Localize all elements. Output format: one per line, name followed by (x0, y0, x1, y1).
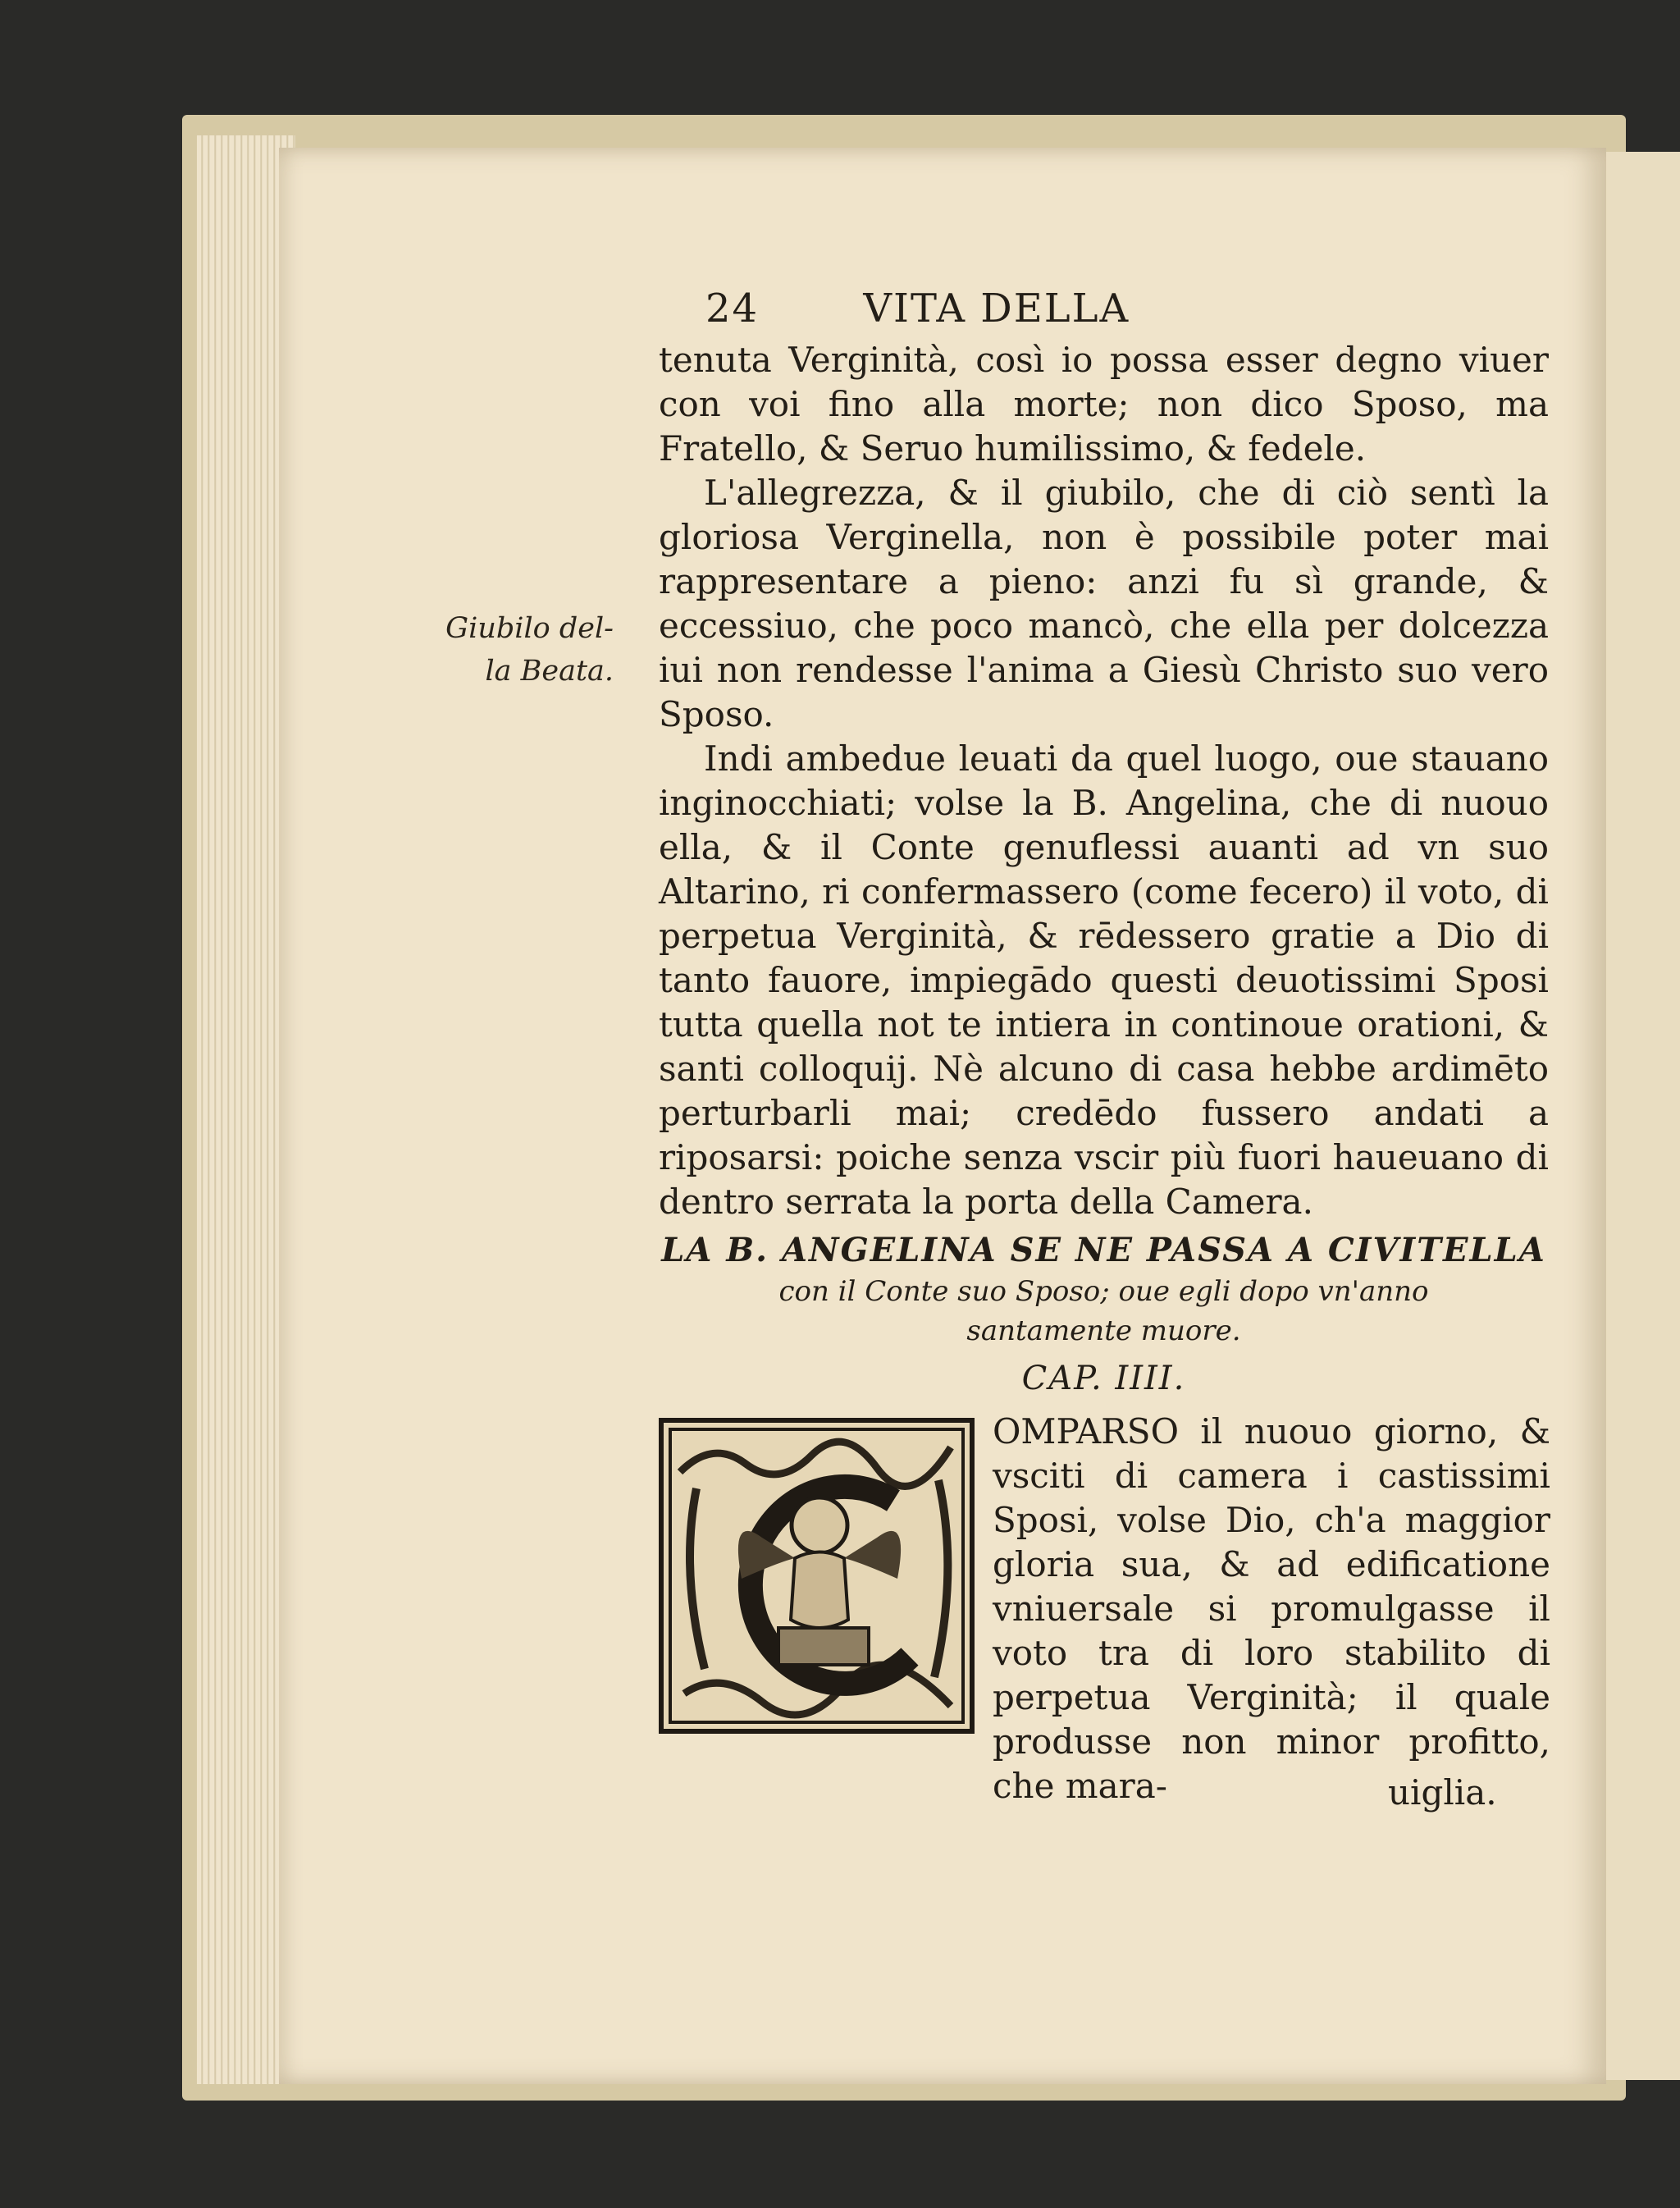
margin-note-line: Giubilo del- (445, 612, 614, 645)
woodcut-ornament-icon (664, 1423, 970, 1729)
chapter-title-line: LA B. ANGELINA SE NE PASSA A CIVITELLA (661, 1231, 1546, 1269)
chapter-text (993, 1410, 1550, 1808)
main-text (659, 338, 1549, 1224)
chapter-heading (659, 1229, 1549, 1400)
running-head (705, 286, 1130, 331)
chapter-title-line: santamente muore. (966, 1314, 1241, 1347)
page-number: 24 (705, 286, 760, 331)
facing-page-edge (1600, 152, 1680, 2080)
margin-note (441, 607, 614, 693)
margin-note-line: la Beata. (485, 655, 614, 688)
catchword: uiglia. (1388, 1772, 1497, 1813)
running-title: VITA DELLA (863, 286, 1130, 331)
paragraph: Indi ambedue leuati da quel luogo, oue stauano inginocchiati; volse la B. Angelina, che di nuouo ella, & il Conte genuflessi auanti ad vn suo Altarino, ri confermassero (come fecero) il voto, di perpetua Verginità, & rēdessero gratie a Dio di tanto fauore, impiegādo questi deuotissimi Sposi tutta quella not te intiera in continoue orationi, & santi colloquij. Nè alcuno di casa hebbe ardimēto perturbarli mai; credēdo fussero andati a riposarsi: poiche senza vscir più fuori haueuano di dentro serrata la porta della Camera. (659, 738, 1549, 1222)
decorated-initial-c-icon (659, 1418, 975, 1734)
chapter-number: CAP. IIII. (1021, 1360, 1186, 1397)
chapter-paragraph: OMPARSO il nuouo giorno, & vsciti di camera i castissimi Sposi, volse Dio, ch'a maggior gloria sua, & ad edificatione vniuersale si promulgasse il voto tra di loro stabilito di perpetua Verginità; il quale produsse non minor profitto, che mara- (993, 1411, 1550, 1806)
paragraph: L'allegrezza, & il giubilo, che di ciò sentì la gloriosa Verginella, non è possibile poter mai rappresentare a pieno: anzi fu sì grande, & eccessiuo, che poco mancò, che ella per dolcezza iui non rendesse l'anima a Giesù Christo suo vero Sposo. (659, 473, 1549, 734)
paragraph: tenuta Verginità, così io possa esser degno viuer con voi fino alla morte; non dico Sposo, ma Fratello, & Seruo humilissimo, & fedele. (659, 340, 1549, 469)
chapter-title-line: con il Conte suo Sposo; oue egli dopo vn'anno (778, 1275, 1429, 1308)
